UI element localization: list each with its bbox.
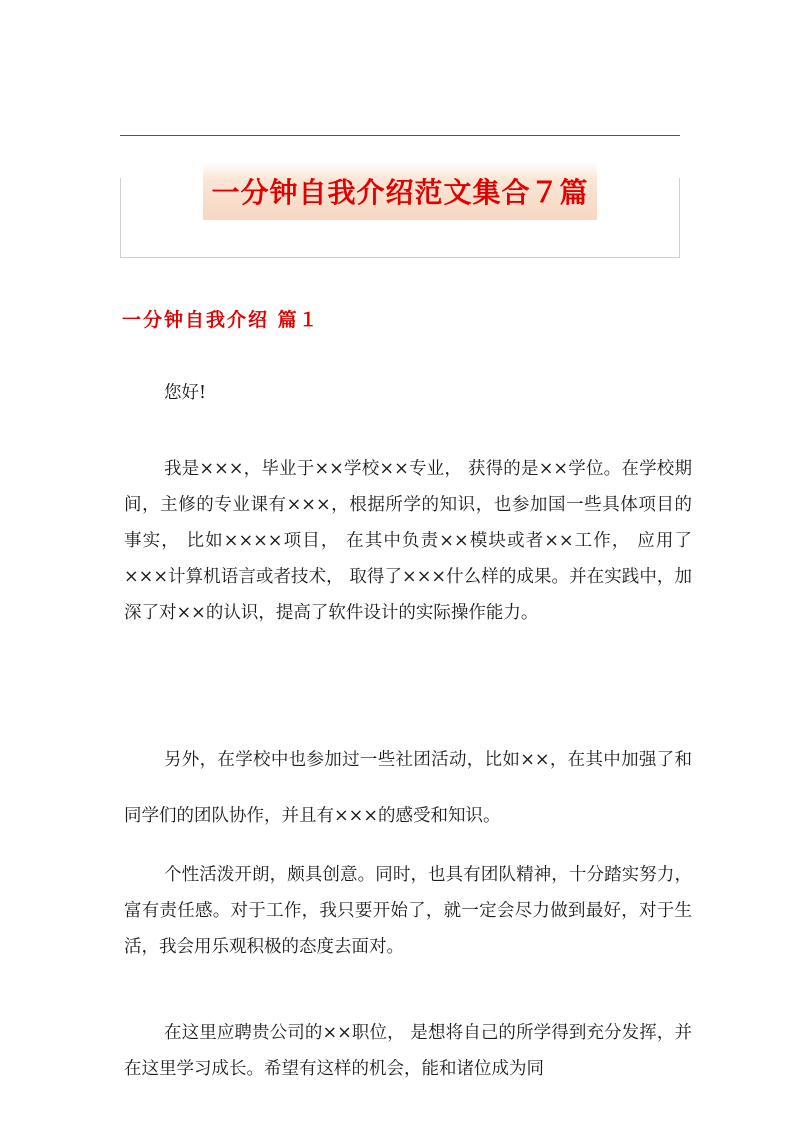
header-divider [120, 135, 680, 136]
paragraph-activities: 另外，在学校中也参加过一些社团活动，比如××，在其中加强了和同学们的团队协作，并且有×××的感受和知识。 [124, 750, 692, 826]
paragraph-application: 在这里应聘贵公司的××职位， 是想将自己的所学得到充分发挥，并在这里学习成长。希望有这样的机会，能和诸位成为同 [124, 1023, 692, 1079]
paragraph-personality: 个性活泼开朗，颇具创意。同时，也具有团队精神，十分踏实努力，富有责任感。对于工作，我只要开始了，就一定会尽力做到最好，对于生活，我会用乐观积极的态度去面对。 [124, 865, 692, 957]
paragraph-greeting: 您好! [164, 383, 207, 403]
document-title: 一分钟自我介绍范文集合７篇 [203, 162, 597, 220]
section-heading: 一分钟自我介绍 篇１ [122, 309, 320, 331]
paragraph-education: 我是×××，毕业于××学校××专业， 获得的是××学位。在学校期间，主修的专业课有×××，根据所学的知识，也参加国一些具体项目的事实， 比如××××项目， 在其中负责××模块或者××工作， 应用了×××计算机语言或者技术， 取得了×××什么样的成果。并在实践中，加深了对××的认识，提高了软件设计的实际操作能力。 [124, 459, 692, 623]
